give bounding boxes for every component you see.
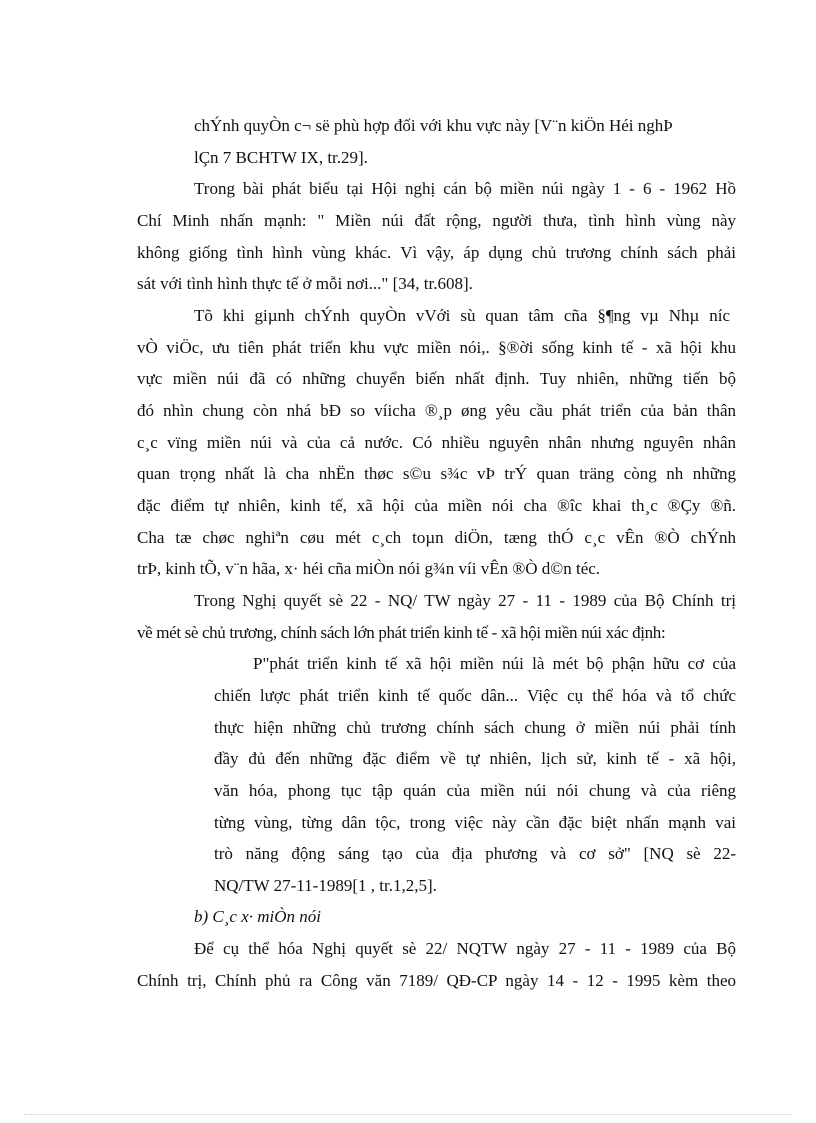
- section-heading: b) C¸c x· miÒn nói: [194, 907, 322, 926]
- text-line: vực miền núi đã có những chuyển biến nhất định. Tuy nhiên, những tiến bộ: [137, 369, 736, 388]
- text-line: lÇn 7 BCHTW IX, tr.29].: [194, 148, 368, 167]
- quote-line: đầy đủ đến những đặc điểm về tự nhiên, lịch sử, kinh tế - xã hội,: [214, 749, 736, 768]
- text-line: về mét sè chủ trương, chính sách lớn phát triển kinh tế - xã hội miền núi xác định:: [137, 623, 666, 642]
- text-line: c¸c vïng miền núi và của cả nước. Có nhiều nguyên nhân nhưng nguyên nhân: [137, 433, 736, 452]
- text-line: Để cụ thể hóa Nghị quyết sè 22/ NQTW ngày 27 - 11 - 1989 của Bộ: [194, 939, 736, 958]
- text-line: đó nhìn chung còn nhá bĐ so víicha ®¸p øng yêu cầu phát triển của bản thân: [137, 401, 736, 420]
- text-line: sát với tình hình thực tế ở mỗi nơi..." [34, tr.608].: [137, 274, 473, 293]
- text-line: Chí Minh nhấn mạnh: " Miền núi đất rộng, người thưa, tình hình vùng này: [137, 211, 736, 230]
- text-line: Tõ khi giµnh chÝnh quyÒn vVới sù quan tâm cña §¶ng vµ Nhµ níc: [194, 306, 730, 325]
- text-line: Chính trị, Chính phủ ra Công văn 7189/ QĐ-CP ngày 14 - 12 - 1995 kèm theo: [137, 971, 736, 990]
- text-line: quan trọng nhất là cha nhËn thøc s©u s¾c vÞ trÝ quan träng còng nh những: [137, 464, 736, 483]
- text-line: Trong bài phát biểu tại Hội nghị cán bộ miền núi ngày 1 - 6 - 1962 Hồ: [194, 179, 736, 198]
- quote-line: từng vùng, từng dân tộc, trong việc này cần đặc biệt nhấn mạnh vai: [214, 813, 736, 832]
- text-line: chÝnh quyÒn c¬ së phù hợp đối với khu vực này [V¨n kiÖn Héi nghÞ: [194, 116, 673, 135]
- text-line: đặc điểm tự nhiên, kinh tế, xã hội của miền nói cha ®îc khai th¸c ®Çy ®ñ.: [137, 496, 736, 515]
- text-line: Trong Nghị quyết sè 22 - NQ/ TW ngày 27 - 11 - 1989 của Bộ Chính trị: [194, 591, 736, 610]
- quote-line: trò năng động sáng tạo của địa phương và cơ sở" [NQ sè 22-: [214, 844, 736, 863]
- quote-line: chiến lược phát triển kinh tế quốc dân... Việc cụ thể hóa và tổ chức: [214, 686, 736, 705]
- text-line: trÞ, kinh tÕ, v¨n hãa, x· héi cña miÒn nói g¾n víi vÊn ®Ò d©n téc.: [137, 559, 601, 578]
- quote-line: NQ/TW 27-11-1989[1 , tr.1,2,5].: [214, 876, 437, 895]
- text-line: Cha tæ chøc nghiªn cøu mét c¸ch toµn diÖn, tæng thÓ c¸c vÊn ®Ò chÝnh: [137, 528, 736, 547]
- text-line: vÒ viÖc, ưu tiên phát triển khu vực miền nói,. §®ời sống kinh tế - xã hội khu: [137, 338, 736, 357]
- quote-line: văn hóa, phong tục tập quán của miền núi nói chung và của riêng: [214, 781, 736, 800]
- quote-line: thực hiện những chủ trương chính sách chung ở miền núi phải tính: [214, 718, 736, 737]
- quote-line: P"phát triển kinh tế xã hội miền núi là mét bộ phận hữu cơ của: [253, 654, 736, 673]
- text-line: không giống tình hình vùng khác. Vì vậy, áp dụng chủ trương chính sách phải: [137, 243, 736, 262]
- page-bottom-rule: [24, 1114, 792, 1115]
